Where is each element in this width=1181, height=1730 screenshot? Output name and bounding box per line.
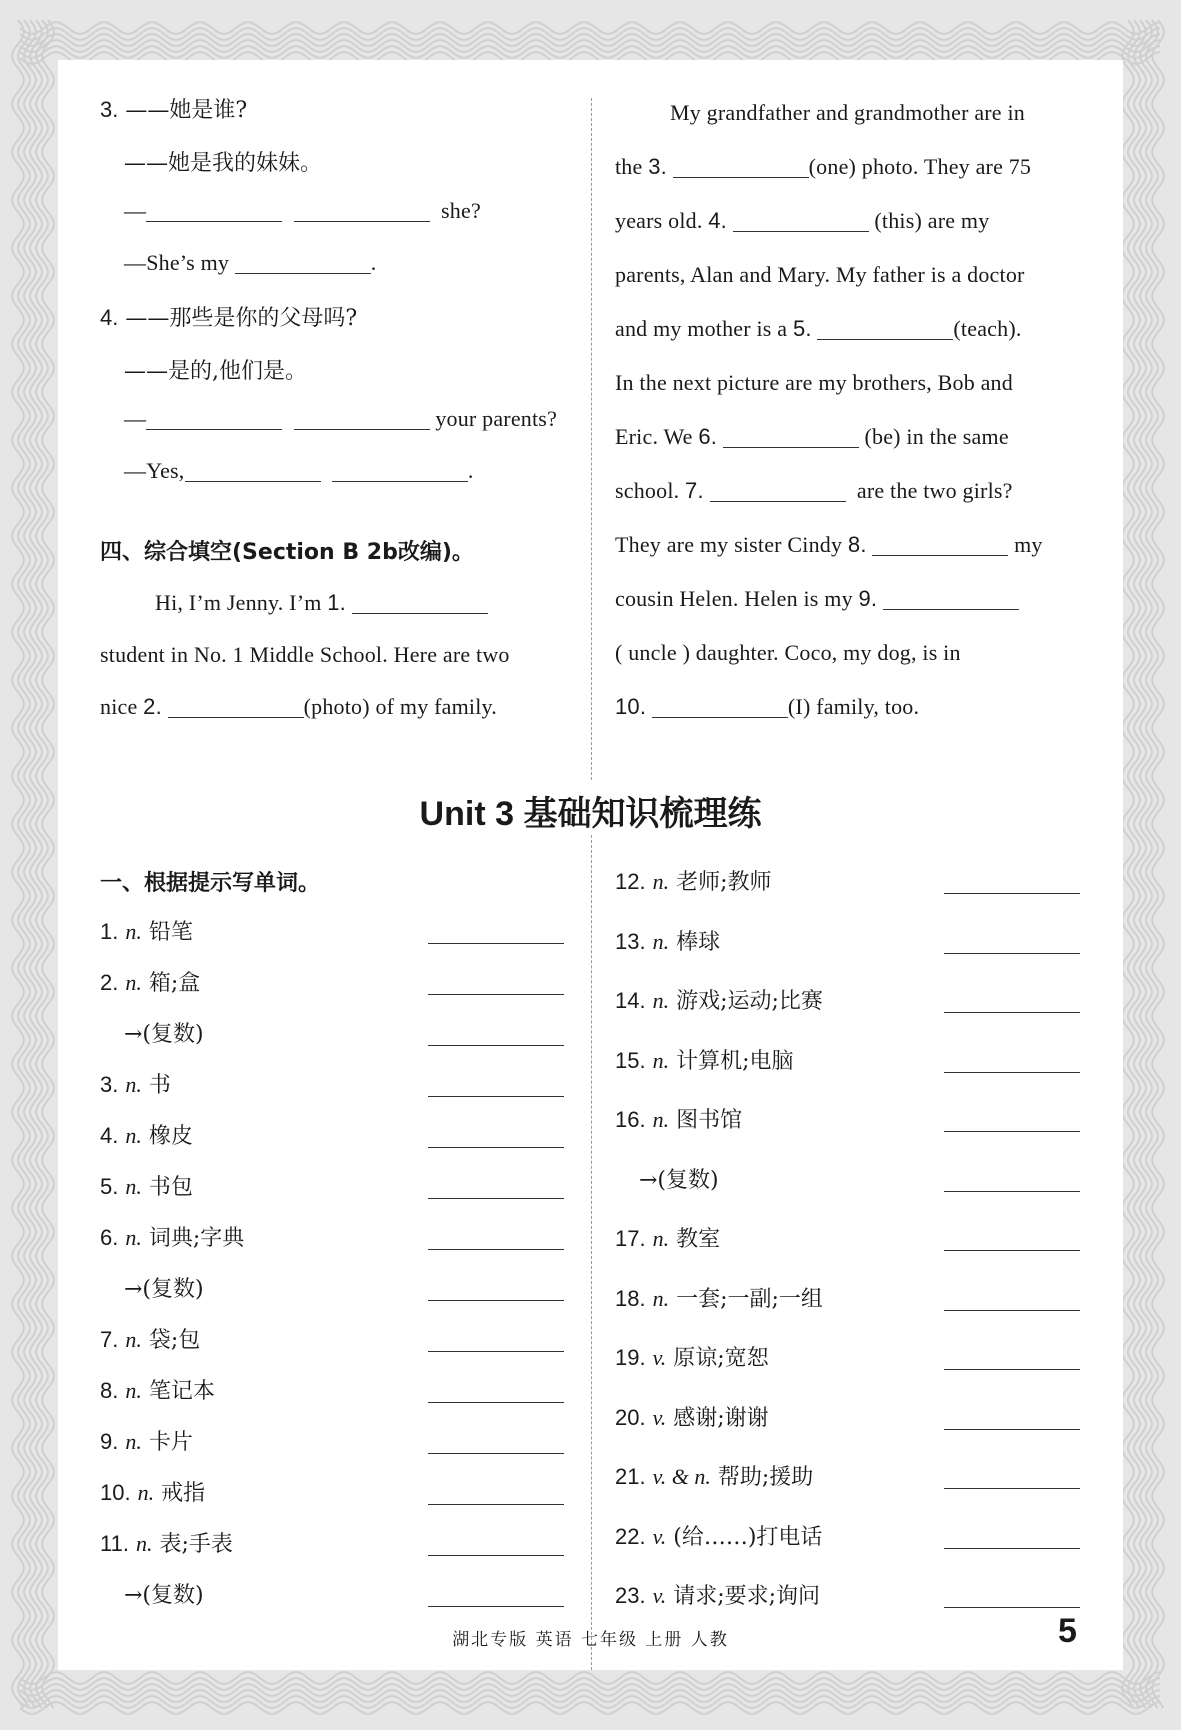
answer-blank[interactable] [817, 317, 953, 340]
item-number: 3. [100, 1072, 119, 1097]
answer-line[interactable] [428, 1555, 564, 1556]
word-item [100, 1374, 215, 1405]
part-of-speech: n. [652, 1285, 670, 1311]
item-number: 14. [615, 988, 646, 1013]
item-hint: 书包 [148, 1175, 193, 1200]
answer-line[interactable] [944, 1548, 1080, 1549]
item-number: 23. [615, 1583, 646, 1608]
column-divider-lower [591, 835, 592, 1670]
item-number: 15. [615, 1047, 646, 1073]
word-item [615, 1579, 820, 1610]
passage-right-line3: years old. 4. (this) are my [615, 208, 990, 233]
passage-right-line7: Eric. We 6. (be) in the same [615, 424, 1009, 449]
item-number: 4. [100, 1123, 119, 1148]
answer-line[interactable] [944, 1072, 1080, 1073]
answer-blank[interactable] [332, 459, 468, 482]
item-hint: 计算机;电脑 [676, 1048, 794, 1074]
answer-blank[interactable] [235, 251, 371, 274]
answer-blank[interactable] [872, 533, 1008, 556]
part-of-speech: n. [125, 1378, 142, 1403]
passage-right-line5: and my mother is a 5. (teach). [615, 316, 1022, 341]
part-of-speech: n. [135, 1531, 153, 1556]
part-of-speech: n. [137, 1480, 155, 1505]
word-item [100, 915, 193, 946]
item-hint: 卡片 [148, 1430, 193, 1455]
item-hint: →(复数) [124, 1277, 204, 1302]
part-of-speech: n. [125, 970, 142, 995]
item-hint: 表;手表 [159, 1532, 233, 1557]
part-of-speech: n. [125, 1327, 142, 1352]
item-hint: 请求;要求;询问 [673, 1584, 821, 1609]
item-number: 8. [100, 1378, 119, 1403]
word-item [124, 1272, 204, 1303]
answer-line[interactable] [428, 1453, 564, 1454]
word-item [100, 1221, 244, 1252]
item-number: 13. [615, 928, 646, 954]
item-hint: 箱;盒 [148, 971, 201, 996]
answer-blank[interactable] [168, 695, 304, 718]
item-number: 16. [615, 1107, 646, 1132]
part-of-speech: n. [125, 1429, 142, 1454]
item-number: 7. [100, 1327, 119, 1352]
item-number: 20. [615, 1404, 646, 1430]
q4-line3: — your parents? [124, 406, 558, 431]
word-item [615, 984, 823, 1015]
passage-line1: Hi, I’m Jenny. I’m 1. [155, 590, 488, 616]
item-hint: 袋;包 [148, 1328, 201, 1353]
word-item [100, 1527, 233, 1558]
answer-blank[interactable] [652, 695, 788, 718]
answer-line[interactable] [944, 1310, 1080, 1311]
answer-line[interactable] [428, 1300, 564, 1301]
answer-blank[interactable] [146, 199, 282, 222]
part-of-speech: n. [125, 919, 142, 944]
answer-line[interactable] [428, 1249, 564, 1250]
item-number: 2. [100, 970, 119, 995]
answer-line[interactable] [428, 994, 564, 995]
answer-blank[interactable] [352, 591, 488, 614]
item-hint: 一套;一副;一组 [676, 1286, 823, 1312]
section4-title: 四、综合填空(Section B 2b改编)。 [100, 540, 474, 565]
item-hint: →(复数) [639, 1167, 719, 1193]
item-number: 12. [615, 869, 646, 894]
word-item [615, 1044, 794, 1075]
word-item [615, 1460, 813, 1491]
answer-line[interactable] [428, 1096, 564, 1097]
part-of-speech: v. [652, 1404, 667, 1430]
footer-text: 湖北专版 英语 七年级 上册 人教 [452, 1630, 729, 1650]
part-of-speech: n. [652, 869, 670, 894]
item-number: 5. [100, 1174, 119, 1199]
part-of-speech: n. [652, 1226, 670, 1251]
answer-line[interactable] [944, 1250, 1080, 1251]
item-number: 6. [100, 1225, 119, 1250]
q3-line4: —She’s my . [124, 250, 377, 275]
answer-blank[interactable] [710, 479, 846, 502]
word-item [100, 1476, 205, 1507]
word-item [124, 1017, 204, 1048]
page-number: 5 [1058, 1612, 1077, 1650]
passage-line3: nice 2. (photo) of my family. [100, 694, 498, 719]
item-hint: 帮助;援助 [717, 1465, 814, 1490]
word-item [615, 1341, 769, 1372]
answer-blank[interactable] [185, 459, 321, 482]
part-of-speech: n. [125, 1225, 142, 1250]
part-of-speech: n. [652, 988, 670, 1013]
part-of-speech: n. [652, 1107, 670, 1132]
item-number: 19. [615, 1345, 646, 1370]
word-item [100, 1323, 200, 1354]
part-of-speech: v. & n. [652, 1464, 711, 1489]
word-item [100, 966, 200, 997]
item-hint: 戒指 [161, 1481, 206, 1506]
word-item [639, 1163, 719, 1194]
item-number: 21. [615, 1464, 646, 1489]
word-item [100, 1425, 193, 1456]
answer-line[interactable] [944, 953, 1080, 954]
item-hint: 词典;字典 [148, 1226, 245, 1251]
part-of-speech: v. [652, 1345, 667, 1370]
item-hint: 铅笔 [148, 920, 193, 945]
word-item [615, 925, 720, 956]
item-hint: 老师;教师 [676, 870, 772, 895]
answer-line[interactable] [428, 1606, 564, 1607]
answer-line[interactable] [944, 893, 1080, 894]
answer-line[interactable] [428, 1351, 564, 1352]
answer-line[interactable] [944, 1131, 1080, 1132]
item-hint: 笔记本 [148, 1379, 215, 1404]
answer-line[interactable] [944, 1488, 1080, 1489]
q3-line3: — she? [124, 198, 481, 223]
word-item [615, 1401, 769, 1432]
answer-line[interactable] [428, 1402, 564, 1403]
item-number: 18. [615, 1285, 646, 1311]
part-of-speech: n. [125, 1072, 142, 1097]
item-hint: 橡皮 [148, 1124, 193, 1149]
answer-line[interactable] [428, 1045, 564, 1046]
passage-line2: student in No. 1 Middle School. Here are two [100, 642, 510, 667]
item-hint: 原谅;宽恕 [673, 1346, 769, 1371]
passage-right-line11: ( uncle ) daughter. Coco, my dog, is in [615, 640, 961, 665]
word-item [124, 1578, 204, 1609]
answer-line[interactable] [428, 1198, 564, 1199]
unit-title: Unit 3 基础知识梳理练 [419, 795, 762, 833]
word-item [615, 1282, 823, 1313]
part-of-speech: n. [125, 1123, 142, 1148]
word-item [615, 1520, 822, 1551]
answer-blank[interactable] [883, 587, 1019, 610]
answer-line[interactable] [428, 1147, 564, 1148]
answer-blank[interactable] [673, 155, 809, 178]
item-number: 9. [100, 1429, 119, 1454]
passage-right-line10: cousin Helen. Helen is my 9. [615, 586, 1019, 612]
passage-right-line1: My grandfather and grandmother are in [670, 100, 1025, 125]
item-number: 1. [100, 919, 119, 944]
passage-right-line9: They are my sister Cindy 8. my [615, 532, 1043, 557]
passage-right-line4: parents, Alan and Mary. My father is a doctor [615, 262, 1025, 287]
word-item [100, 1119, 193, 1150]
item-hint: (给……)打电话 [673, 1524, 823, 1550]
word-item [615, 1103, 742, 1134]
part-of-speech: v. [652, 1523, 667, 1549]
answer-line[interactable] [428, 943, 564, 944]
answer-blank[interactable] [294, 199, 430, 222]
answer-blank[interactable] [294, 407, 430, 430]
column-divider [591, 98, 592, 780]
answer-line[interactable] [944, 1369, 1080, 1370]
q3-line2: ——她是我的妹妹。 [124, 151, 323, 176]
item-number: 10. [100, 1480, 131, 1505]
answer-blank[interactable] [723, 425, 859, 448]
item-hint: →(复数) [124, 1022, 204, 1047]
answer-line[interactable] [944, 1012, 1080, 1013]
word-item [615, 865, 772, 896]
passage-right-line12: 10. (I) family, too. [615, 694, 920, 719]
word-item [100, 1068, 171, 1099]
q4-line2: ——是的,他们是。 [124, 359, 307, 384]
part-of-speech: n. [125, 1174, 142, 1199]
part-of-speech: v. [652, 1583, 667, 1608]
word-item [615, 1222, 720, 1253]
part-of-speech: n. [652, 928, 670, 954]
item-hint: 教室 [676, 1227, 721, 1252]
answer-line[interactable] [428, 1504, 564, 1505]
q4-line4: —Yes, . [124, 458, 474, 483]
q3-line1: 3. ——她是谁? [100, 97, 248, 123]
section1-title: 一、根据提示写单词。 [100, 871, 321, 896]
answer-line[interactable] [944, 1191, 1080, 1192]
word-item [100, 1170, 193, 1201]
passage-right-line6: In the next picture are my brothers, Bob and [615, 370, 1013, 395]
answer-blank[interactable] [733, 209, 869, 232]
item-number: 11. [100, 1531, 129, 1556]
item-hint: 游戏;运动;比赛 [676, 989, 823, 1014]
passage-right-line8: school. 7. are the two girls? [615, 478, 1013, 503]
item-hint: 书 [148, 1073, 171, 1098]
item-hint: 图书馆 [676, 1108, 743, 1133]
item-hint: 感谢;谢谢 [673, 1405, 769, 1431]
answer-blank[interactable] [146, 407, 282, 430]
worksheet-page [58, 60, 1123, 1670]
answer-line[interactable] [944, 1429, 1080, 1430]
item-number: 22. [615, 1523, 646, 1549]
item-hint: →(复数) [124, 1583, 204, 1608]
part-of-speech: n. [652, 1047, 670, 1073]
item-number: 17. [615, 1226, 646, 1251]
item-hint: 棒球 [676, 929, 721, 955]
q4-line1: 4. ——那些是你的父母吗? [100, 305, 358, 331]
passage-right-line2: the 3. (one) photo. They are 75 [615, 154, 1032, 179]
answer-line[interactable] [944, 1607, 1080, 1608]
